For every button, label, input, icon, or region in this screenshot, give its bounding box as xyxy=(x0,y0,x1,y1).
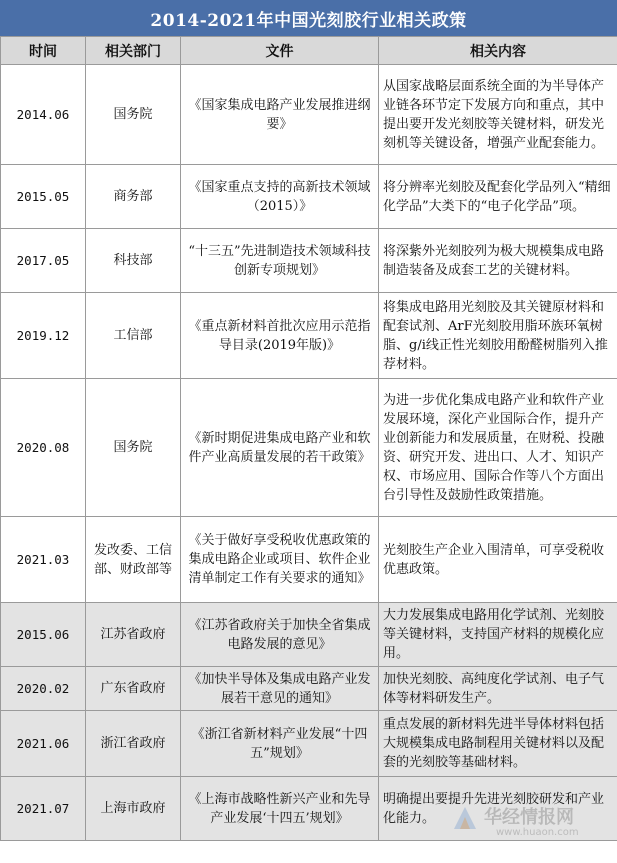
cell-doc: 《重点新材料首批次应用示范指导目录(2019年版)》 xyxy=(181,293,379,379)
cell-doc: 《上海市战略性新兴产业和先导产业发展‘十四五’规划》 xyxy=(181,777,379,841)
cell-date: 2015.05 xyxy=(1,165,86,229)
cell-content: 将深紫外光刻胶列为极大规模集成电路制造装备及成套工艺的关键材料。 xyxy=(379,229,617,293)
cell-doc: 《浙江省新材料产业发展“十四五”规划》 xyxy=(181,711,379,777)
watermark-url: www.huaon.com xyxy=(496,827,579,838)
cell-dept: 广东省政府 xyxy=(86,667,181,711)
cell-date: 2017.05 xyxy=(1,229,86,293)
table-row xyxy=(1,711,617,777)
policy-table xyxy=(0,36,617,841)
header-content: 相关内容 xyxy=(379,37,617,65)
cell-dept: 科技部 xyxy=(86,229,181,293)
cell-content: 将集成电路用光刻胶及其关键原材料和配套试剂、ArF光刻胶用脂环族环氧树脂、g/i线正性光刻胶用酚醛树脂列入推荐材料。 xyxy=(379,293,617,379)
cell-date: 2021.03 xyxy=(1,517,86,603)
cell-doc: 《国家重点支持的高新技术领域（2015）》 xyxy=(181,165,379,229)
page-title: 2014-2021年中国光刻胶行业相关政策 xyxy=(0,0,617,36)
cell-dept: 国务院 xyxy=(86,65,181,165)
cell-date: 2019.12 xyxy=(1,293,86,379)
cell-content: 明确提出要提升先进光刻胶研发和产业化能力。 xyxy=(379,777,617,841)
table-row xyxy=(1,65,617,165)
header-date: 时间 xyxy=(1,37,86,65)
cell-doc: 《关于做好享受税收优惠政策的集成电路企业或项目、软件企业清单制定工作有关要求的通知》 xyxy=(181,517,379,603)
cell-dept: 江苏省政府 xyxy=(86,603,181,667)
cell-doc: 《江苏省政府关于加快全省集成电路发展的意见》 xyxy=(181,603,379,667)
table-row xyxy=(1,165,617,229)
cell-date: 2020.02 xyxy=(1,667,86,711)
cell-date: 2020.08 xyxy=(1,379,86,517)
cell-content: 为进一步优化集成电路产业和软件产业发展环境，深化产业国际合作，提升产业创新能力和发展质量，在财税、投融资、研究开发、进出口、人才、知识产权、市场应用、国际合作等八个方面出台引导性及鼓励性政策措施。 xyxy=(379,379,617,517)
table-row xyxy=(1,293,617,379)
table-row xyxy=(1,517,617,603)
header-doc: 文件 xyxy=(181,37,379,65)
cell-date: 2014.06 xyxy=(1,65,86,165)
cell-doc: 《新时期促进集成电路产业和软件产业高质量发展的若干政策》 xyxy=(181,379,379,517)
cell-content: 大力发展集成电路用化学试剂、光刻胶等关键材料，支持国产材料的规模化应用。 xyxy=(379,603,617,667)
table-row xyxy=(1,603,617,667)
cell-date: 2021.06 xyxy=(1,711,86,777)
cell-dept: 上海市政府 xyxy=(86,777,181,841)
cell-content: 光刻胶生产企业入围清单，可享受税收优惠政策。 xyxy=(379,517,617,603)
table-header-row xyxy=(1,37,617,65)
cell-date: 2021.07 xyxy=(1,777,86,841)
cell-doc: “十三五”先进制造技术领域科技创新专项规划》 xyxy=(181,229,379,293)
cell-content: 加快光刻胶、高纯度化学试剂、电子气体等材料研发生产。 xyxy=(379,667,617,711)
cell-dept: 商务部 xyxy=(86,165,181,229)
cell-dept: 发改委、工信部、财政部等 xyxy=(86,517,181,603)
cell-dept: 浙江省政府 xyxy=(86,711,181,777)
cell-doc: 《国家集成电路产业发展推进纲要》 xyxy=(181,65,379,165)
table-row xyxy=(1,777,617,841)
table-row xyxy=(1,667,617,711)
header-dept: 相关部门 xyxy=(86,37,181,65)
cell-content: 重点发展的新材料先进半导体材料包括大规模集成电路制程用关键材料以及配套的光刻胶等基础材料。 xyxy=(379,711,617,777)
table-row xyxy=(1,229,617,293)
table-row xyxy=(1,379,617,517)
cell-dept: 工信部 xyxy=(86,293,181,379)
cell-date: 2015.06 xyxy=(1,603,86,667)
cell-doc: 《加快半导体及集成电路产业发展若干意见的通知》 xyxy=(181,667,379,711)
cell-content: 将分辨率光刻胶及配套化学品列入“精细化学品”大类下的“电子化学品”项。 xyxy=(379,165,617,229)
watermark-text: 华经情报网 xyxy=(484,807,574,828)
cell-dept: 国务院 xyxy=(86,379,181,517)
cell-content: 从国家战略层面系统全面的为半导体产业链各环节定下发展方向和重点，其中提出要开发光刻胶等关键材料，研发光刻机等关键设备，增强产业配套能力。 xyxy=(379,65,617,165)
